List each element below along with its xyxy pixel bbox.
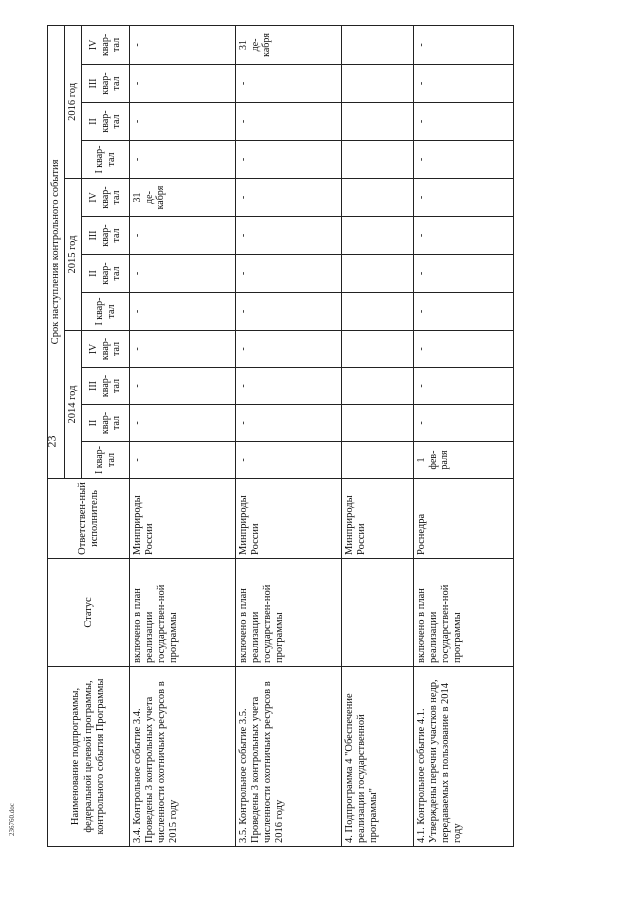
quarter-cell <box>342 368 414 405</box>
header-row-1 <box>48 25 65 846</box>
row-status: включено в план реализации государствен-ной программы <box>414 559 514 667</box>
quarter-cell: - <box>130 293 236 331</box>
quarter-cell: - <box>236 293 342 331</box>
quarter-cell: - <box>414 255 514 293</box>
quarter-cell: - <box>414 141 514 179</box>
quarter-cell <box>342 405 414 442</box>
row-name: 4. Подпрограмма 4 "Обеспечение реализации государственной программы" <box>342 667 414 847</box>
quarter-cell: - <box>130 141 236 179</box>
row-name: 4.1. Контрольное событие 4.1. Утверждены перечни участков недр, передаваемых в пользование в 2014 году <box>414 667 514 847</box>
quarter-cell: - <box>130 255 236 293</box>
header-year-2014: 2014 год <box>65 331 82 479</box>
row-executor: Роснедра <box>414 479 514 559</box>
header-year-2016: 2016 год <box>65 25 82 178</box>
quarter-cell: - <box>414 65 514 103</box>
quarter-cell <box>342 65 414 103</box>
quarter-cell: - <box>236 179 342 217</box>
quarter-cell: 31 де- кабря <box>236 25 342 64</box>
header-quarter: I квар-тал <box>82 141 130 179</box>
quarter-cell: - <box>414 103 514 141</box>
header-quarter: II квар-тал <box>82 255 130 293</box>
header-quarter: III квар-тал <box>82 217 130 255</box>
quarter-cell: - <box>130 368 236 405</box>
header-quarter: I квар-тал <box>82 293 130 331</box>
quarter-cell: - <box>414 368 514 405</box>
table-row <box>342 25 414 846</box>
header-quarter: II квар-тал <box>82 405 130 442</box>
quarter-cell <box>342 141 414 179</box>
quarter-cell: - <box>130 442 236 479</box>
quarter-cell <box>342 179 414 217</box>
control-events-table <box>44 25 514 847</box>
header-quarter: IV квар-тал <box>82 179 130 217</box>
quarter-cell: - <box>414 405 514 442</box>
quarter-cell: - <box>130 217 236 255</box>
row-status: включено в план реализации государствен-ной программы <box>236 559 342 667</box>
row-executor: Минприроды России <box>236 479 342 559</box>
header-status: Статус <box>48 559 130 667</box>
quarter-cell: - <box>236 141 342 179</box>
row-executor: Минприроды России <box>342 479 414 559</box>
quarter-cell: - <box>236 65 342 103</box>
quarter-cell <box>342 442 414 479</box>
quarter-cell: - <box>236 442 342 479</box>
quarter-cell: - <box>130 405 236 442</box>
header-quarter: IV квар-тал <box>82 25 130 64</box>
quarter-cell <box>342 293 414 331</box>
quarter-cell <box>342 217 414 255</box>
row-status <box>342 559 414 667</box>
quarter-cell: - <box>130 103 236 141</box>
quarter-cell <box>342 331 414 368</box>
quarter-cell: - <box>414 293 514 331</box>
quarter-cell: 1 фев- раля <box>414 442 514 479</box>
quarter-cell: 31 де- кабря <box>130 179 236 217</box>
quarter-cell: - <box>236 368 342 405</box>
row-status: включено в план реализации государствен-ной программы <box>130 559 236 667</box>
page-number: 23 <box>44 435 59 448</box>
quarter-cell: - <box>414 179 514 217</box>
quarter-cell: - <box>130 331 236 368</box>
header-year-2015: 2015 год <box>65 179 82 331</box>
rotated-page-content <box>44 27 627 847</box>
quarter-cell <box>342 255 414 293</box>
quarter-cell: - <box>236 331 342 368</box>
header-quarter: III квар-тал <box>82 65 130 103</box>
quarter-cell: - <box>236 255 342 293</box>
quarter-cell: - <box>414 217 514 255</box>
header-name: Наименование подпрограммы, федеральной целевой программы, контрольного события Программы <box>48 667 130 847</box>
row-executor: Минприроды России <box>130 479 236 559</box>
quarter-cell: - <box>236 405 342 442</box>
header-quarter: II квар-тал <box>82 103 130 141</box>
header-deadline: Срок наступления контрольного события <box>48 25 65 478</box>
quarter-cell: - <box>130 65 236 103</box>
quarter-cell <box>342 25 414 64</box>
row-name: 3.5. Контрольное событие 3.5. Проведены 3 контрольных учета численности охотничьих ресурсов в 2016 году <box>236 667 342 847</box>
quarter-cell: - <box>414 25 514 64</box>
quarter-cell: - <box>414 331 514 368</box>
table-row <box>130 25 236 846</box>
header-executor: Ответствен-ный исполнитель <box>48 479 130 559</box>
quarter-cell: - <box>236 217 342 255</box>
header-quarter: I квар-тал <box>82 442 130 479</box>
table-row <box>414 25 514 846</box>
quarter-cell: - <box>236 103 342 141</box>
header-quarter: IV квар-тал <box>82 331 130 368</box>
footer-code: 236760.doc <box>8 803 16 836</box>
header-quarter: III квар-тал <box>82 368 130 405</box>
row-name: 3.4. Контрольное событие 3.4. Проведены 3 контрольных учета численности охотничьих ресурсов в 2015 году <box>130 667 236 847</box>
quarter-cell: - <box>130 25 236 64</box>
quarter-cell <box>342 103 414 141</box>
table-row <box>236 25 342 846</box>
